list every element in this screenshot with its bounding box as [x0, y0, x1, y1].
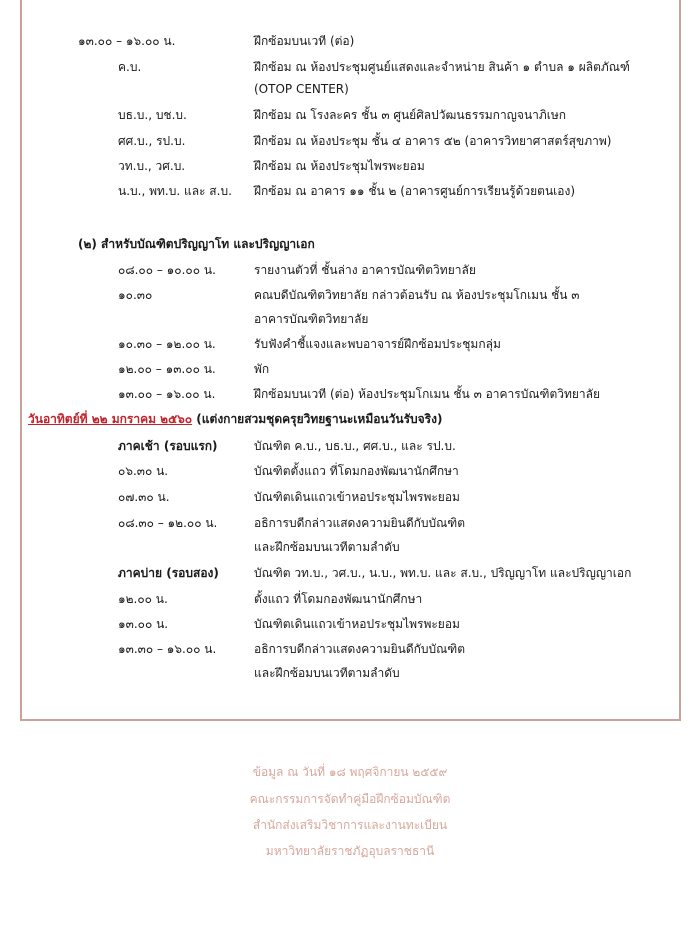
footer-date: ข้อมูล ณ วันที่ ๑๘ พฤศจิกายน ๒๕๕๙: [252, 765, 448, 779]
schedule-activity: รายงานตัวที่ ชั้นล่าง อาคารบัณฑิตวิทยาลัย: [254, 263, 476, 277]
schedule-activity: บัณฑิตตั้งแถว ที่โดมกองพัฒนานักศึกษา: [254, 464, 459, 478]
schedule-time: ๐๘.๐๐ – ๑๐.๐๐ น.: [118, 263, 216, 277]
session-activity: ฝึกซ้อมบนเวที (ต่อ): [254, 34, 355, 48]
schedule-time: ๑๒.๐๐ น.: [118, 592, 168, 606]
group-label: ค.บ.: [118, 60, 142, 74]
footer-committee: คณะกรรมการจัดทำคู่มือฝึกซ้อมบัณฑิต: [249, 792, 451, 806]
group-activity: ฝึกซ้อม ณ ห้องประชุม ชั้น ๔ อาคาร ๕๒ (อาคารวิทยาศาสตร์สุขภาพ): [254, 134, 612, 148]
schedule-time: ๐๗.๓๐ น.: [118, 490, 170, 504]
afternoon-desc: บัณฑิต วท.บ., วศ.บ., น.บ., พท.บ. และ ส.บ., ปริญญาโท และปริญญาเอก: [254, 566, 632, 580]
afternoon-label: ภาคบ่าย (รอบสอง): [118, 566, 219, 580]
schedule-activity: และฝึกซ้อมบนเวทีตามลำดับ: [254, 540, 400, 554]
group-activity: ฝึกซ้อม ณ ห้องประชุมศูนย์แสดงและจำหน่าย สินค้า ๑ ตำบล ๑ ผลิตภัณฑ์: [254, 60, 630, 74]
schedule-activity: อธิการบดีกล่าวแสดงความยินดีกับบัณฑิต: [254, 642, 466, 656]
schedule-activity: และฝึกซ้อมบนเวทีตามลำดับ: [254, 666, 400, 680]
group-activity: ฝึกซ้อม ณ โรงละคร ชั้น ๓ ศูนย์ศิลปวัฒนธรรมกาญจนาภิเษก: [254, 108, 567, 122]
schedule-activity: อธิการบดีกล่าวแสดงความยินดีกับบัณฑิต: [254, 516, 466, 530]
group-activity: (OTOP CENTER): [254, 82, 349, 96]
day-note: (แต่งกายสวมชุดครุยวิทยฐานะเหมือนวันรับจริง): [192, 412, 443, 426]
group-label: บธ.บ., บช.บ.: [118, 108, 187, 122]
day-heading: [28, 410, 442, 428]
schedule-time: ๐๘.๓๐ – ๑๒.๐๐ น.: [118, 516, 218, 530]
schedule-time: ๑๐.๓๐: [118, 288, 153, 302]
schedule-activity: อาคารบัณฑิตวิทยาลัย: [254, 312, 369, 326]
group-activity: ฝึกซ้อม ณ ห้องประชุมไพรพะยอม: [254, 159, 425, 173]
schedule-activity: รับฟังคำชี้แจงและพบอาจารย์ฝึกซ้อมประชุมกลุ่ม: [254, 337, 501, 351]
day-date: วันอาทิตย์ที่ ๒๒ มกราคม ๒๕๖๐: [28, 412, 193, 426]
schedule-activity: คณบดีบัณฑิตวิทยาลัย กล่าวต้อนรับ ณ ห้องประชุมโกเมน ชั้น ๓: [254, 288, 580, 302]
schedule-time: ๑๓.๐๐ น.: [118, 617, 169, 631]
schedule-time: ๑๓.๐๐ – ๑๖.๐๐ น.: [118, 387, 216, 401]
schedule-activity: ฝึกซ้อมบนเวที (ต่อ) ห้องประชุมโกเมน ชั้น ๓ อาคารบัณฑิตวิทยาลัย: [254, 387, 601, 401]
schedule-activity: บัณฑิตเดินแถวเข้าหอประชุมไพรพะยอม: [254, 617, 460, 631]
schedule-activity: บัณฑิตเดินแถวเข้าหอประชุมไพรพะยอม: [254, 490, 460, 504]
group-label: ศศ.บ., รป.บ.: [118, 134, 186, 148]
group-activity: ฝึกซ้อม ณ อาคาร ๑๑ ชั้น ๒ (อาคารศูนย์การเรียนรู้ด้วยตนเอง): [254, 184, 575, 198]
morning-desc: บัณฑิต ค.บ., บธ.บ., ศศ.บ., และ รป.บ.: [254, 439, 456, 453]
footer-university: มหาวิทยาลัยราชภัฏอุบลราชธานี: [265, 844, 435, 858]
schedule-time: ๑๓.๓๐ – ๑๖.๐๐ น.: [118, 642, 217, 656]
schedule-time: ๑๐.๓๐ – ๑๒.๐๐ น.: [118, 337, 216, 351]
morning-label: ภาคเช้า (รอบแรก): [118, 439, 218, 453]
graduate-heading: (๒) สำหรับบัณฑิตปริญญาโท และปริญญาเอก: [78, 237, 315, 251]
group-label: น.บ., พท.บ. และ ส.บ.: [118, 184, 232, 198]
session-time: ๑๓.๐๐ – ๑๖.๐๐ น.: [78, 34, 176, 48]
group-label: วท.บ., วศ.บ.: [118, 159, 186, 173]
schedule-time: ๑๒.๐๐ – ๑๓.๐๐ น.: [118, 362, 216, 376]
footer-office: สำนักส่งเสริมวิชาการและงานทะเบียน: [252, 818, 448, 832]
schedule-activity: ตั้งแถว ที่โดมกองพัฒนานักศึกษา: [254, 592, 423, 606]
schedule-time: ๐๖.๓๐ น.: [118, 464, 169, 478]
schedule-activity: พัก: [254, 362, 270, 376]
